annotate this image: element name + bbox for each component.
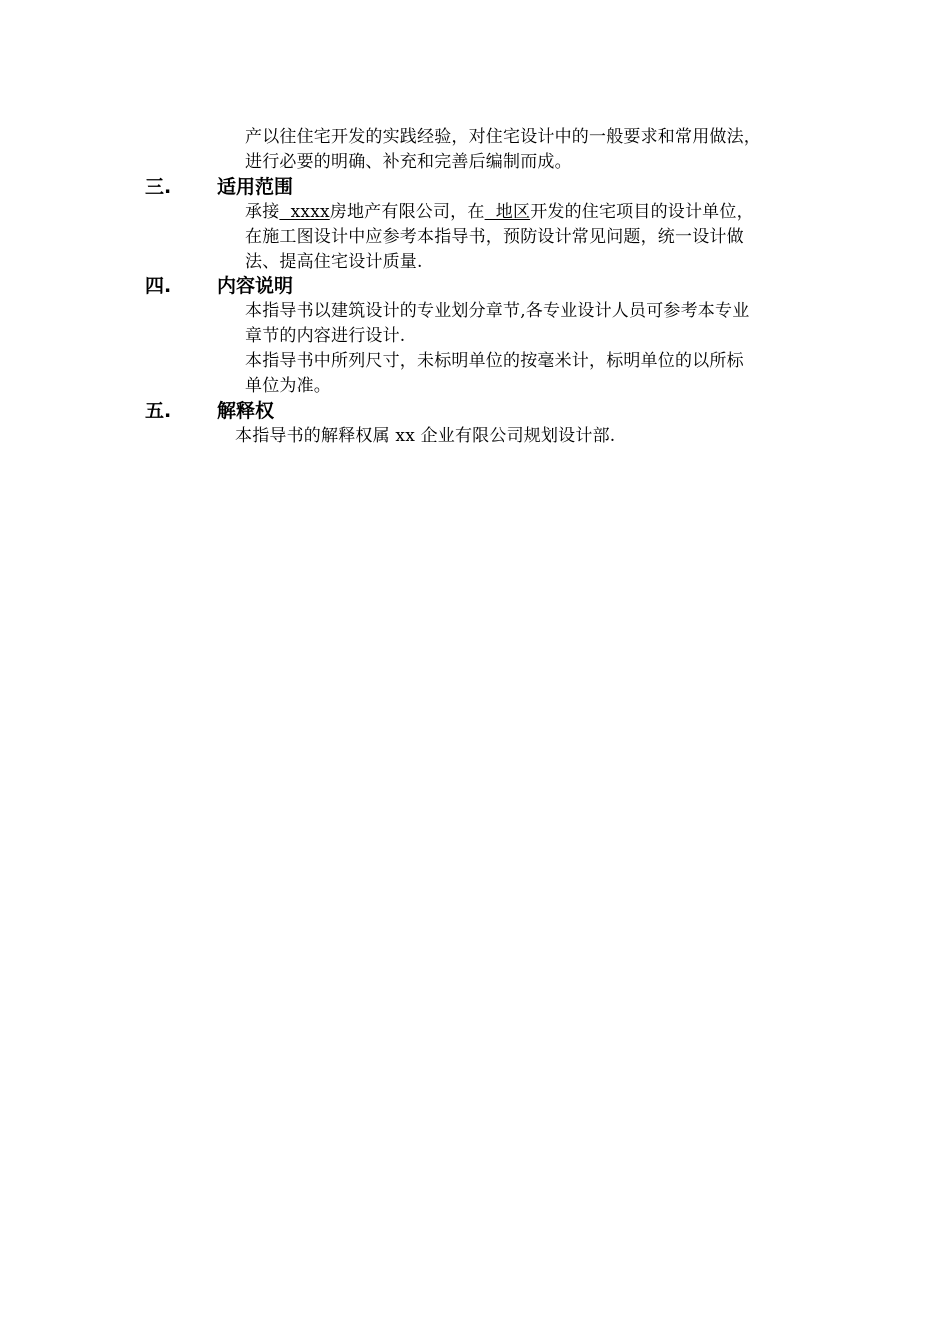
section-title-scope: 适用范围 [217, 176, 294, 198]
section-number-3: 三. [145, 176, 172, 198]
intro-line-2: 进行必要的明确、补充和完善后编制而成。 [245, 152, 572, 172]
interpretation-paragraph-line-1: 本指导书的解释权属 xx 企业有限公司规划设计部. [235, 426, 616, 446]
section-title-content: 内容说明 [217, 275, 294, 297]
section-title-interpretation: 解释权 [217, 400, 275, 422]
region-blank: 地区 [484, 202, 531, 222]
content-paragraph-line-2: 章节的内容进行设计. [245, 326, 406, 346]
scope-paragraph-line-3: 法、提高住宅设计质量. [245, 252, 423, 272]
scope-paragraph-line-1 [245, 200, 754, 224]
content-paragraph-line-1: 本指导书以建筑设计的专业划分章节,各专业设计人员可参考本专业 [245, 301, 750, 321]
scope-text-b: 房地产有限公司，在 [329, 202, 485, 222]
intro-line-1: 产以往住宅开发的实践经验，对住宅设计中的一般要求和常用做法， [245, 127, 761, 147]
scope-text-c: 开发的住宅项目的设计单位， [530, 202, 754, 222]
section-number-5: 五. [145, 400, 172, 422]
section-number-4: 四. [145, 275, 172, 297]
scope-paragraph-line-2: 在施工图设计中应参考本指导书，预防设计常见问题，统一设计做 [245, 227, 744, 247]
scope-text-a: 承接 [245, 202, 280, 222]
content-paragraph-line-4: 单位为准。 [245, 376, 331, 396]
company-blank: xxxx [279, 202, 330, 222]
content-paragraph-line-3: 本指导书中所列尺寸，未标明单位的按毫米计，标明单位的以所标 [245, 351, 744, 371]
